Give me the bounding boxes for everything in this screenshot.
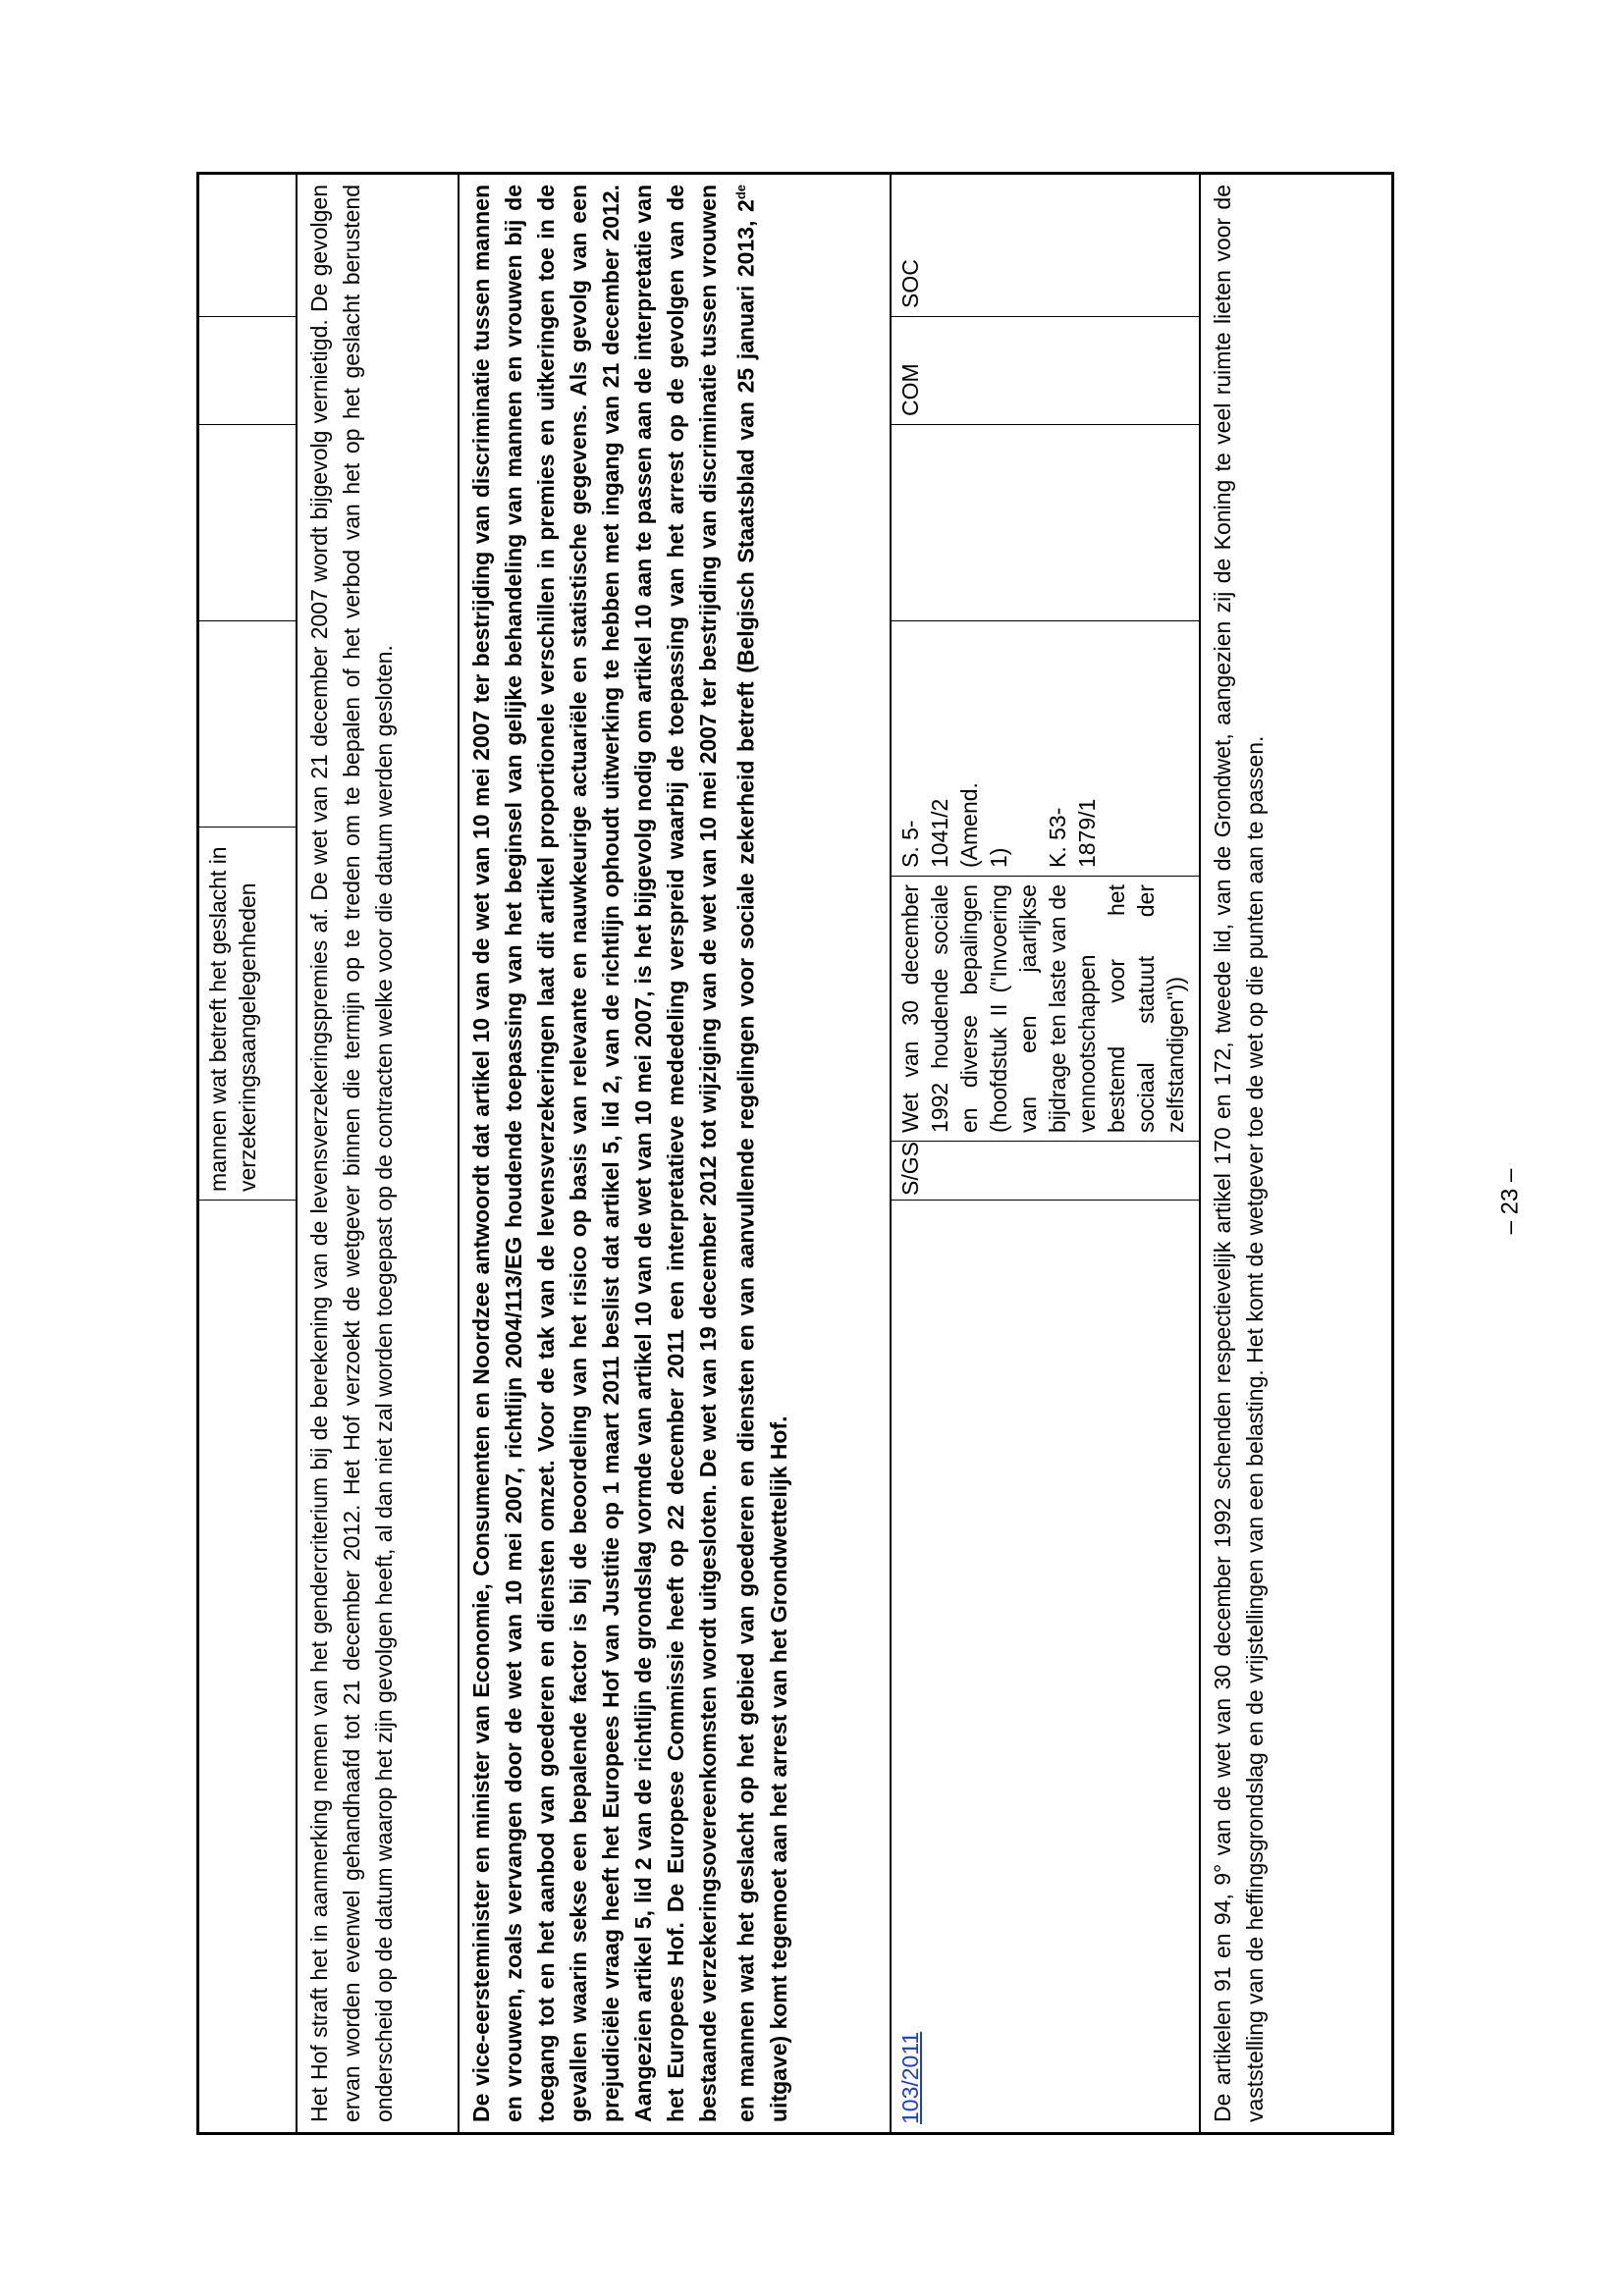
minister-row (460, 175, 892, 2132)
page-number: – 23 – (1496, 1168, 1524, 1235)
articles-paragraph: De artikelen 91 en 94, 9° van de wet van 30 december 1992 schenden respectievelijk artikel 170 en 172, tweede lid, van de Grondwet, aangezien zij de Koning te veel ruimte lieten voor de vaststelling van de heffingsgrondslag en de vrijstellingen van een belasting. Het komt de wetgever toe de wet op die punten aan te passen. (1210, 185, 1268, 2122)
articles-row (1201, 175, 1397, 2132)
header-cell-empty-5 (199, 169, 296, 316)
case-soc-cell: SOC (897, 259, 923, 308)
case-law-cell: Wet van 30 december 1992 houdende sociale en diverse bepalingen (hoofdstuk II ("Invoering van een jaarlijkse bijdrage ten laste van de vennootschappen bestemd voor het sociaal statuut der zelfstandigen")) (892, 876, 1199, 1141)
main-table (196, 172, 1394, 2135)
doc-line-1: S. 5- (897, 820, 923, 868)
header-row (199, 175, 298, 2132)
rotated-page (196, 172, 1414, 2135)
header-cell-empty-4 (199, 316, 296, 424)
doc-line-5: K. 53- (1045, 807, 1070, 868)
doc-line-4: 1) (986, 847, 1011, 868)
header-cell-empty-2 (199, 620, 296, 827)
minister-paragraph: De vice-eersteminister en minister van Economie, Consumenten en Noordzee antwoordt dat artikel 10 van de wet van 10 mei 2007 ter bestrijding van discriminatie tussen mannen en vrouwen, zoals vervangen door de wet van 10 mei 2007, richtlijn 2004/113/EG houdende toepassing van het beginsel van gelijke behandeling van mannen en vrouwen bij de toegang tot en het aanbod van goederen en diensten omzet. Voor de tak van de levensverzekeringen laat dit artikel proportionele verschillen in premies en uitkeringen toe in de gevallen waarin sekse een bepalende factor is bij de beoordeling van het risico op basis van relevante en nauwkeurige actuariële en statistische gegevens. Als gevolg van een prejudiciële vraag heeft het Europees Hof van Justitie op 1 maart 2011 beslist dat artikel 5, lid 2, van de richtlijn ophoudt uitwerking te hebben met ingang van 21 december 2012. Aangezien artikel 5, lid 2 van de richtlijn de grondslag vormde van artikel 10 van de wet van 10 mei 2007, is het bijgevolg nodig om artikel 10 aan te passen aan de interpretatie van het Europees Hof. De Europese Commissie heeft op 22 december 2011 een interpretatieve mededeling verspreid waarbij de toepassing van het arrest op de gevolgen van de bestaande verzekeringsovereenkomsten wordt uitgesloten. De wet van 19 december 2012 tot wijziging van de wet van 10 mei 2007 ter bestrijding van discriminatie tussen vrouwen en mannen wat het geslacht op het gebied van goederen en diensten en van aanvullende regelingen voor sociale zekerheid betreft (Belgisch Staatsblad van 25 januari 2013, 2de uitgave) komt tegemoet aan het arrest van het Grondwettelijk Hof. (468, 185, 791, 2122)
case-com-cell: COM (892, 316, 1199, 424)
doc-line-3: (Amend. (956, 782, 982, 868)
header-cell-empty-3 (199, 424, 296, 620)
doc-line-6: 1879/1 (1074, 798, 1100, 868)
case-link-cell (892, 1200, 1199, 2132)
doc-line-2: 1041/2 (927, 798, 952, 868)
case-docs-cell (892, 620, 1199, 876)
case-link[interactable]: 103/2011 (897, 2031, 923, 2124)
court-paragraph: Het Hof straft het in aanmerking nemen van het gendercriterium bij de berekening van de levensverzekeringspremies af. De wet van 21 december 2007 wordt bijgevolg vernietigd. De gevolgen ervan worden evenwel gehandhaafd tot 21 december 2012. Het Hof verzoekt de wetgever binnen die termijn op te treden om te bepalen of het verbod van het op het geslacht berustend onderscheid op de datum waarop het zijn gevolgen heeft, al dan niet zal worden toegepast op de contracten welke voor die datum werden gesloten. (306, 185, 397, 2122)
header-cell-empty-1 (199, 1200, 296, 2132)
case-type-cell: S/GS (892, 1141, 1199, 1200)
case-empty-cell (892, 424, 1199, 620)
header-cell-text: mannen wat betreft het geslacht in verzekeringsaangelegenheden (199, 827, 296, 1200)
court-row (298, 175, 460, 2132)
case-row (892, 175, 1201, 2132)
